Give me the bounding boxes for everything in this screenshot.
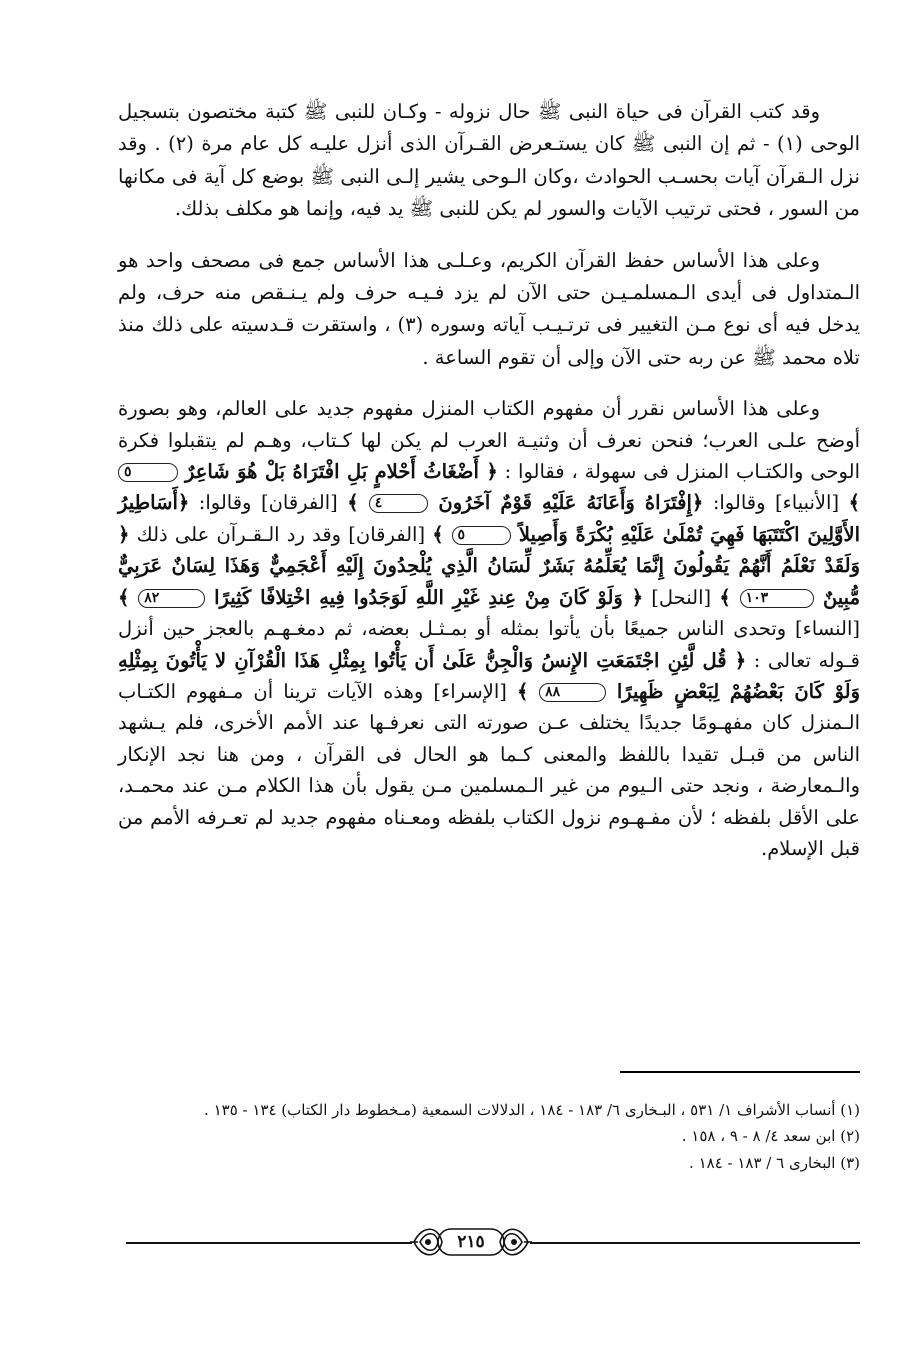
verse-number-badge: ٥ xyxy=(118,463,178,482)
quran-verse: ﴾ xyxy=(848,491,860,515)
quran-verse: ﴾ xyxy=(432,522,452,546)
footer-rule-right xyxy=(530,1242,860,1244)
verse-number-badge: ٨٨ xyxy=(539,683,606,702)
quran-verse: ﴿إِفْتَرَاهُ وَأَعَانَهُ عَلَيْهِ قَوْمٌ آخَرُونَ xyxy=(428,491,704,515)
paragraph-3-with-verses xyxy=(118,393,860,864)
quran-verse: ﴾ xyxy=(118,585,139,609)
text-run: [الأنبياء] وقالوا: xyxy=(703,491,849,515)
text-run: [الفرقان] وقد رد الـقـرآن على ذلك xyxy=(129,522,433,546)
page-number: ٢١٥ xyxy=(457,1232,485,1252)
quran-verse: ﴿ أَضْغَاثُ أَحْلامٍ بَلِ افْتَرَاهُ بَلْ هُوَ شَاعِرٌ xyxy=(177,460,498,484)
paragraph-1: وقد كتب القرآن فى حياة النبى ﷺ حال نزوله - وكـان للنبى ﷺ كتبة مختصون بتسجيل الوحى (١) - ثم إن النبى ﷺ كان يستـعرض القـرآن الذى أنزل عليـه كل عام مرة (٢) . وقد نزل الـقرآن آيات بحسـب الحوادث ،وكان الـوحى يشير إلـى النبى ﷺ بوضع كل آية فى مكانها من السور ، فحتى ترتيب الآيات والسور لم يكن للنبى ﷺ يد فيه، وإنما هو مكلف بذلك. xyxy=(118,100,860,221)
quran-verse: ﴿ قُل لَّئِنِ اجْتَمَعَتِ الإِنسُ وَالْجِنُّ عَلَىٰ أَن يَأْتُوا بِمِثْلِ هَذَا الْقُرْآنِ لا يَأْتُونَ بِمِثْلِهِ وَلَوْ كَانَ بَعْضُهُمْ لِبَعْضٍ ظَهِيرًا xyxy=(118,648,861,703)
verse-number-badge: ٥ xyxy=(452,526,512,545)
verse-number-badge: ٤ xyxy=(369,494,429,513)
quran-verse: ﴿أَسَاطِيرُ الأَوَّلِينَ اكْتَتَبَهَا فَهِيَ تُمْلَىٰ عَلَيْهِ بُكْرَةً وَأَصِيلاً xyxy=(118,491,861,546)
text-run: [النساء] وتحدى الناس جميعًا بأن يأتوا بمثله أو بمـثـل بعضه، ثم دمغـهـم بالعجز حين أنزل قـوله تعالى : xyxy=(118,617,860,672)
quran-verse: ﴾ xyxy=(347,491,369,515)
quran-verse: ﴿ وَلَقَدْ نَعْلَمُ أَنَّهُمْ يَقُولُونَ إِنَّمَا يُعَلِّمُهُ بَشَرٌ لِّسَانُ الَّذِي يُلْحِدُونَ إِلَيْهِ أَعْجَمِيٌّ وَهَذَا لِسَانٌ عَرَبِيٌّ مُّبِينٌ xyxy=(118,522,861,609)
text-run: [الإسراء] وهذه الآيات ترينا أن مـفهوم الكتـاب الـمنزل كان مفهـومًا جديدًا يختلف عـن صورته التى نعرفـها عند الأمم الأخرى، فلم يـشهد الناس من قبـل تقيدا باللفظ والمعنى كـما هو الحال فى القرآن ، ومن هنا نجد الإنكار والـمعارضة ، ونجد حتى الـيوم من غير الـمسلمين مـن يقول بأن هذا الكلام مـن عند محمـد، على الأقل بلفظه ؛ لأن مفـهـوم نزول الكتاب بلفظه ومعـناه مفهوم جديد لم تعـرفه الأمم من قبل الإسلام. xyxy=(118,679,860,860)
footnote-1: (١) أنساب الأشراف ١/ ٥٣١ ، البـخارى ٦/ ١٨٣ - ١٨٤ ، الدلالات السمعية (مـخطوط دار الكتاب) ١٣٤ - ١٣٥ . xyxy=(204,1101,860,1119)
paragraph-2: وعلى هذا الأساس حفظ القرآن الكريم، وعـلـى هذا الأساس جمع فى مصحف واحد هو الـمتداول فى أيدى الـمسلمـيـن حتى الآن لم يزد فـيـه حرف ولم يـنـقص منه حرف، ولم يدخل فيه أى نوع مـن التغيير فى ترتـيـب آياته وسوره (٣) ، واستقرت قـدسيته على ذلك منذ تلاه محمد ﷺ عن ربه حتى الآن وإلى أن تقوم الساعة . xyxy=(118,248,861,369)
verse-number-badge: ١٠٣ xyxy=(740,589,815,608)
footer-rule-left xyxy=(126,1242,412,1244)
text-run: [الفرقان] وقالوا: xyxy=(189,491,348,515)
text-run: [النحل] xyxy=(643,585,720,609)
footnote-2: (٢) ابن سعد ٤/ ٨ - ٩ ، ١٥٨ . xyxy=(681,1127,860,1146)
footnote-3: (٣) البخارى ٦ / ١٨٣ - ١٨٤ . xyxy=(689,1153,860,1172)
verse-number-badge: ٨٢ xyxy=(138,589,205,608)
quran-verse: ﴾ xyxy=(719,585,740,609)
text-run: وعلى هذا الأساس نقرر أن مفهوم الكتاب المنزل مفهوم جديد على العالم، وهو بصورة أوضح علـى العرب؛ فنحن نعرف أن وثنيـة العرب لم يكن لها كـتاب، وهـم لم يتقبلوا فكرة الوحى والكتـاب المنزل فى سهولة ، فقالوا : xyxy=(118,397,860,484)
footnotes xyxy=(118,1097,860,1176)
quran-verse: ﴾ xyxy=(516,679,540,703)
quran-verse: ﴿ وَلَوْ كَانَ مِنْ عِندِ غَيْرِ اللَّهِ لَوَجَدُوا فِيهِ اخْتِلافًا كَثِيرًا xyxy=(205,585,644,609)
page-body xyxy=(118,96,860,883)
footnote-separator xyxy=(620,1071,860,1073)
